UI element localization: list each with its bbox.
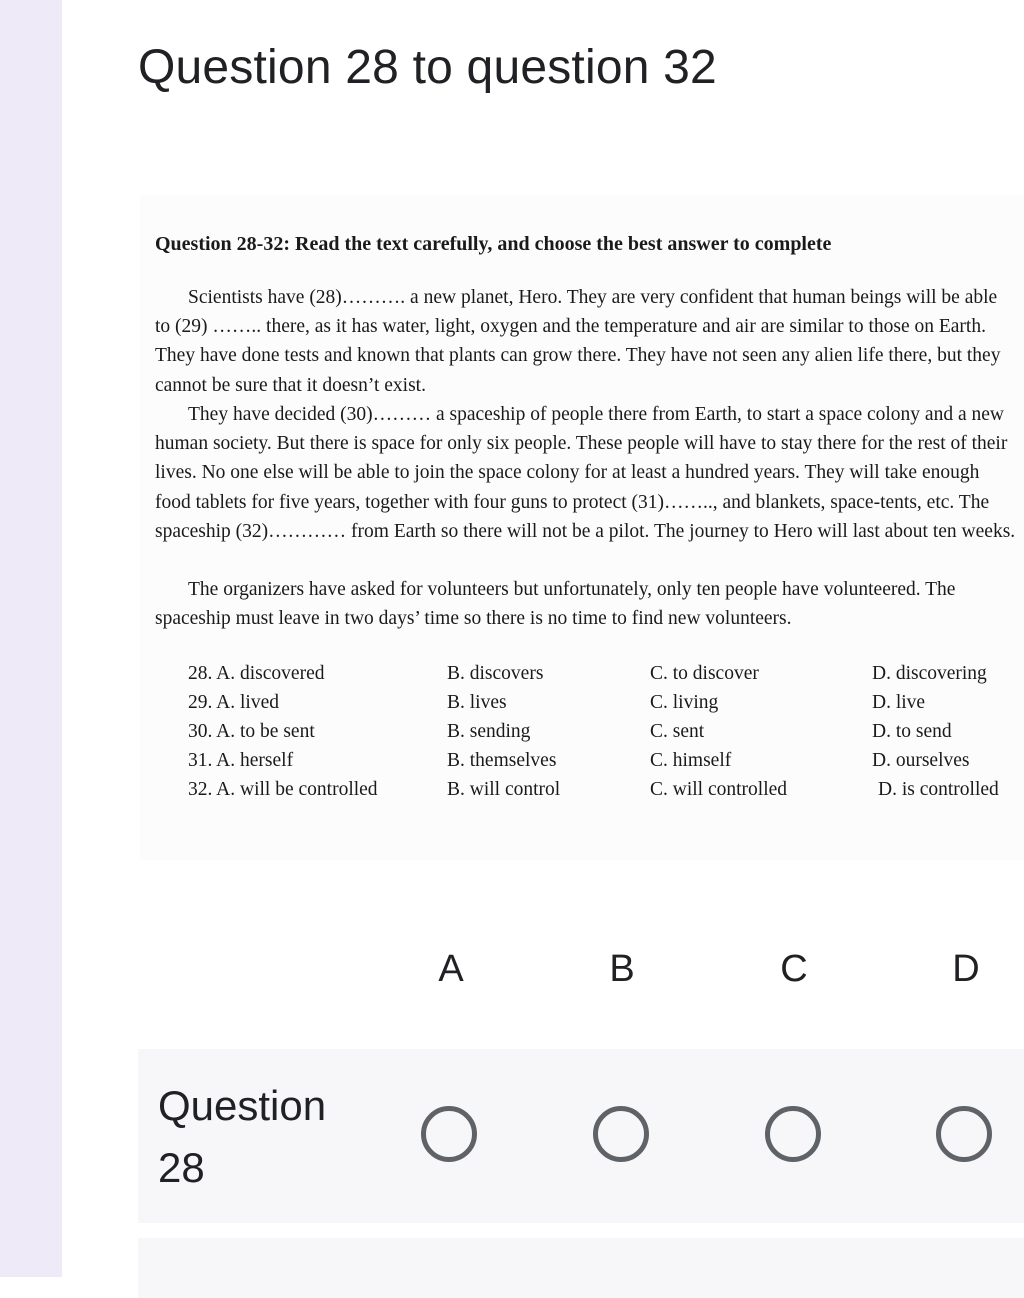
- options-row-31: [140, 750, 1024, 779]
- left-side-strip: [0, 0, 62, 1277]
- option-29-c: C. living: [650, 692, 719, 713]
- option-31-d: D. ourselves: [872, 750, 970, 771]
- grid-column-b: B: [609, 948, 635, 990]
- option-32-a: 32. A. will be controlled: [188, 779, 378, 800]
- option-29-b: B. lives: [447, 692, 507, 713]
- radio-question-28-a[interactable]: [421, 1106, 477, 1162]
- option-29-d: D. live: [872, 692, 926, 713]
- option-31-b: B. themselves: [447, 750, 557, 771]
- row-label: Question 28: [158, 1082, 327, 1191]
- option-28-c: C. to discover: [650, 663, 759, 684]
- radio-question-28-b[interactable]: [593, 1106, 649, 1162]
- passage-paragraph-3: The organizers have asked for volunteers but unfortunately, only ten people have volunteered. The spaceship must leave in two days’ time so there is no time to find new volunteers.: [155, 579, 956, 630]
- options-row-28: [140, 663, 1024, 692]
- question-document-image: [140, 195, 1024, 860]
- grid-column-d: D: [952, 948, 980, 990]
- option-32-c: C. will controlled: [650, 779, 788, 800]
- option-28-b: B. discovers: [447, 663, 544, 684]
- grid-row-question-28: [138, 1049, 1024, 1223]
- grid-column-a: A: [438, 948, 464, 990]
- option-29-a: 29. A. lived: [188, 692, 279, 713]
- radio-question-28-c[interactable]: [765, 1106, 821, 1162]
- options-row-30: [140, 721, 1024, 750]
- option-28-a: 28. A. discovered: [188, 663, 325, 684]
- document-title: Question 28-32: Read the text carefully, and choose the best answer to complete: [155, 233, 832, 255]
- page-title: Question 28 to question 32: [138, 41, 717, 94]
- option-30-d: D. to send: [872, 721, 952, 742]
- option-32-b: B. will control: [447, 779, 561, 800]
- option-31-a: 31. A. herself: [188, 750, 294, 771]
- options-row-32: [140, 779, 1024, 808]
- passage-paragraph-2: They have decided (30)……… a spaceship of people there from Earth, to start a space colony and a new human society. But there is space for only six people. These people will have to stay there for the rest of their lives. No one else will be able to join the space colony for at least a hundred years. They will take enough food tablets for five years, together with four guns to protect (31)…….., and blankets, space-tents, etc. The spaceship (32)………… from Earth so there will not be a pilot. The journey to Hero will last about ten weeks.: [155, 404, 1016, 542]
- radio-question-28-d[interactable]: [936, 1106, 992, 1162]
- option-28-d: D. discovering: [872, 663, 987, 684]
- passage-paragraph-1: Scientists have (28)………. a new planet, Hero. They are very confident that human beings will be able to (29) …….. there, as it has water, light, oxygen and the temperature and air are similar to those on Earth. They have done tests and known that plants can grow there. They have not seen any alien life there, but they cannot be sure that it doesn’t exist.: [155, 287, 1001, 396]
- grid-row-next: [138, 1238, 1024, 1298]
- options-row-29: [140, 692, 1024, 721]
- option-31-c: C. himself: [650, 750, 732, 771]
- option-30-b: B. sending: [447, 721, 531, 742]
- option-30-c: C. sent: [650, 721, 705, 742]
- grid-column-c: C: [780, 948, 808, 990]
- option-30-a: 30. A. to be sent: [188, 721, 315, 742]
- option-32-d: D. is controlled: [878, 779, 999, 800]
